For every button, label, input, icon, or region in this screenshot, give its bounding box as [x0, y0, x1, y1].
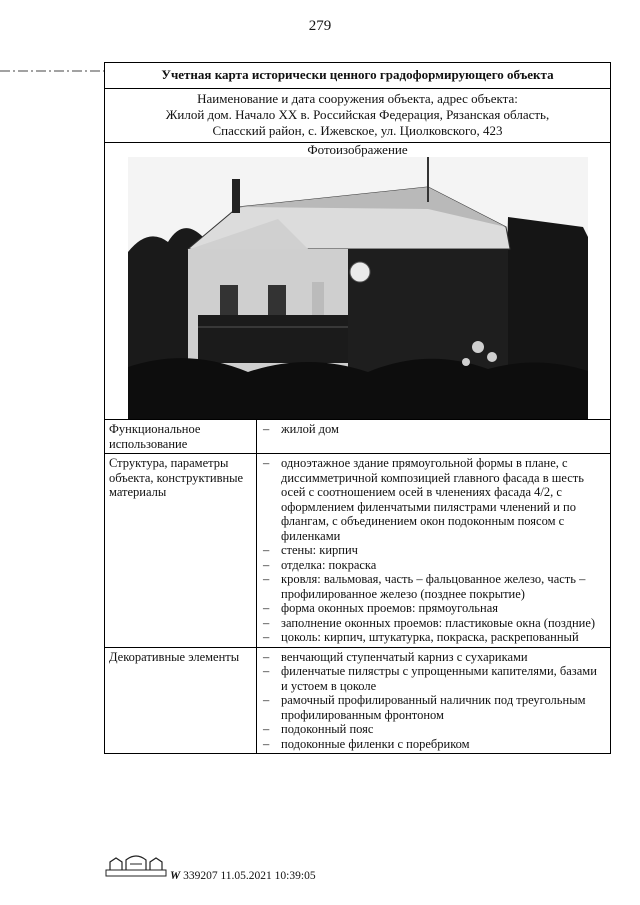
- list-item: – жилой дом: [263, 422, 339, 436]
- row-label-decor: Декоративные элементы: [105, 648, 257, 754]
- row-label-function: Функциональное использование: [105, 420, 257, 453]
- list-item: – венчающий ступенчатый карниз с сухариками: [263, 649, 528, 664]
- card-title: Учетная карта исторически ценного градоформирующего объекта: [105, 63, 610, 89]
- list-item: – подоконные филенки с поребриком: [263, 736, 470, 751]
- row-values-decor: [257, 648, 610, 754]
- list-item: – заполнение оконных проемов: пластиковые окна (поздние): [263, 615, 596, 630]
- table-row: [105, 648, 610, 754]
- row-values-function: [257, 420, 610, 453]
- stamp-number-datetime: 339207 11.05.2021 10:39:05: [183, 870, 316, 882]
- row-label-structure: Структура, параметры объекта, конструктивные материалы: [105, 454, 257, 647]
- scan-edge-marks: [0, 66, 104, 74]
- house-photo: [128, 157, 588, 419]
- list-item: – цоколь: кирпич, штукатурка, покраска, раскрепованный: [263, 630, 579, 644]
- stamp-mark: W: [170, 870, 181, 882]
- list-item: – форма оконных проемов: прямоугольная: [263, 601, 498, 615]
- list-item: – подоконный пояс: [263, 722, 374, 736]
- attributes-table: [105, 419, 610, 753]
- object-name-block: [105, 89, 610, 143]
- registration-card: [104, 62, 611, 754]
- photo-caption: Фотоизображение: [307, 142, 408, 157]
- table-row: [105, 454, 610, 648]
- list-item: – рамочный профилированный наличник под треугольным профилированным фронтоном: [263, 693, 586, 722]
- list-item: – одноэтажное здание прямоугольной формы в плане, с диссимметричной композицией главного фасада в шесть осей с соотношением осей в членениях фасада 4/2, с оформлением филенчатыми пилястрами членений и по флангам, с объединением окон подоконным поясом с филенками: [263, 456, 584, 543]
- object-address-line: Спасский район, с. Ижевское, ул. Циолковского, 423: [212, 123, 503, 138]
- list-item: – филенчатые пилястры с упрощенными капителями, базами и устоем в цоколе: [263, 664, 597, 693]
- object-name-line-1: Жилой дом. Начало XX в. Российская Федерация, Рязанская область,: [165, 107, 550, 122]
- table-row: [105, 420, 610, 454]
- dash-marker: –: [263, 422, 270, 436]
- list-item: – отделка: покраска: [263, 557, 377, 572]
- list-item: – стены: кирпич: [263, 543, 358, 557]
- list-item: – кровля: вальмовая, часть – фальцованное железо, часть – профилированное железо (позднее покрытие): [263, 572, 586, 601]
- object-name-label: Наименование и дата сооружения объекта, адрес объекта:: [197, 91, 518, 106]
- page-number: 279: [308, 18, 332, 34]
- row-values-structure: [257, 454, 610, 647]
- registry-stamp-logo: [104, 852, 168, 878]
- document-registration-stamp: [170, 870, 316, 882]
